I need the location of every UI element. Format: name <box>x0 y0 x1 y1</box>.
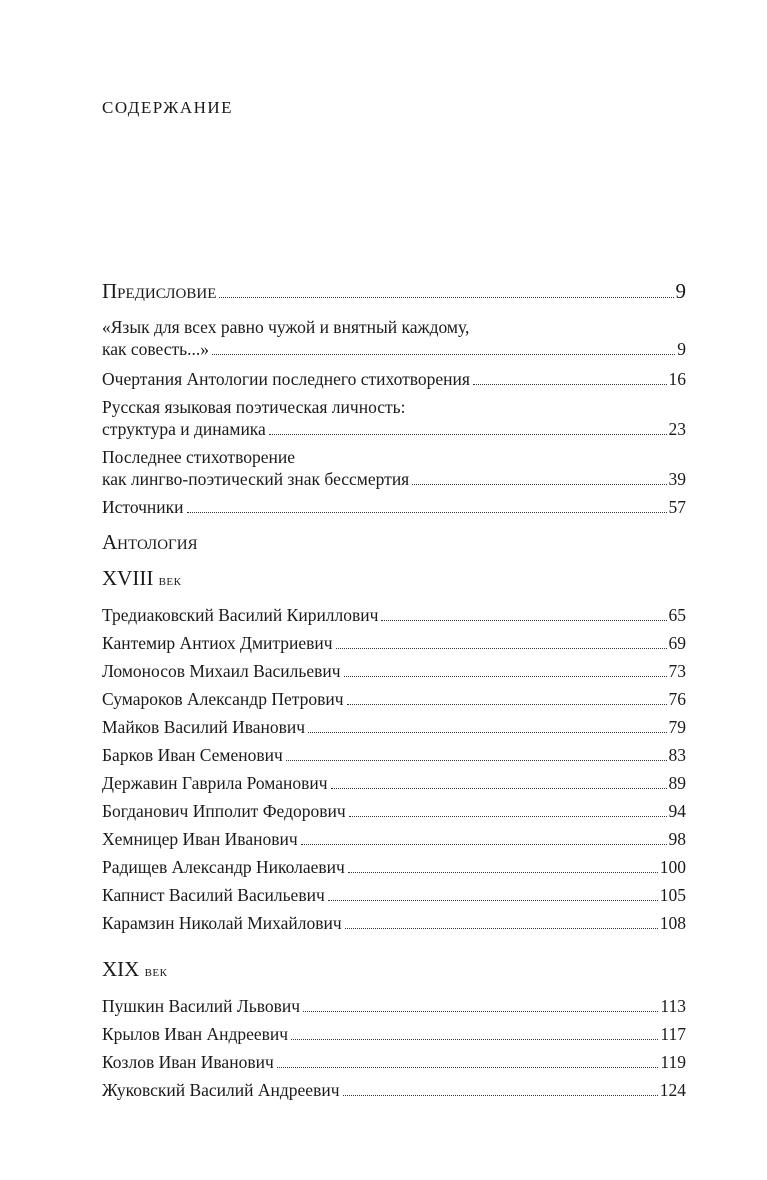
toc-line <box>102 772 686 794</box>
dot-leader <box>345 928 658 929</box>
toc-entry[interactable] <box>102 1051 686 1073</box>
toc-line <box>102 1051 686 1073</box>
toc-line <box>102 1023 686 1045</box>
page-number: 94 <box>668 801 686 821</box>
toc-entry[interactable] <box>102 856 686 878</box>
page-number: 23 <box>668 419 686 439</box>
page-number: 108 <box>659 913 686 933</box>
page-number: 124 <box>659 1080 686 1100</box>
dot-leader <box>349 816 667 817</box>
entry-title: Крылов Иван Андреевич <box>102 1024 289 1044</box>
entry-title: Кантемир Антиох Дмитриевич <box>102 633 333 653</box>
page-number: 89 <box>668 773 686 793</box>
entry-title: Хемницер Иван Иванович <box>102 829 298 849</box>
century-roman: XVIII <box>102 566 154 590</box>
dot-leader <box>219 297 673 298</box>
entry-title: Капнист Василий Васильевич <box>102 885 325 905</box>
dot-leader <box>212 354 675 355</box>
toc-line <box>102 856 686 878</box>
page-number: 113 <box>660 996 686 1016</box>
toc-entry[interactable] <box>102 1079 686 1101</box>
page-number: 83 <box>668 745 686 765</box>
toc-line <box>102 280 686 302</box>
page-title: СОДЕРЖАНИЕ <box>102 98 234 117</box>
toc-line <box>102 884 686 906</box>
toc-line <box>102 800 686 822</box>
dot-leader <box>473 384 667 385</box>
toc-entry[interactable] <box>102 744 686 766</box>
toc-line <box>102 995 686 1017</box>
dot-leader <box>336 648 667 649</box>
entry-title: «Язык для всех равно чужой и внятный каждому, <box>102 317 470 337</box>
dot-leader <box>347 704 667 705</box>
entry-title: как лингво-поэтический знак бессмертия <box>102 469 410 489</box>
page-number: 39 <box>668 469 686 489</box>
entry-title: Карамзин Николай Михайлович <box>102 913 342 933</box>
anthology-heading: Антология <box>102 530 198 554</box>
toc-entry[interactable] <box>102 828 686 850</box>
entry-title: Козлов Иван Иванович <box>102 1052 274 1072</box>
dot-leader <box>343 1095 658 1096</box>
toc-line <box>102 912 686 934</box>
toc-line <box>102 716 686 738</box>
entry-title: Жуковский Василий Андреевич <box>102 1080 340 1100</box>
toc-entry[interactable] <box>102 912 686 934</box>
toc-line <box>102 496 686 518</box>
toc-entry[interactable] <box>102 496 686 518</box>
toc-entry[interactable] <box>102 1023 686 1045</box>
century-heading <box>102 957 167 982</box>
toc-line <box>102 368 686 390</box>
entry-title: Предисловие <box>102 279 217 303</box>
page-number: 117 <box>660 1024 686 1044</box>
toc-line <box>102 338 686 360</box>
entry-title: Майков Василий Иванович <box>102 717 306 737</box>
dot-leader <box>301 844 667 845</box>
entry-title: Очертания Антологии последнего стихотворения <box>102 369 470 389</box>
toc-entry[interactable] <box>102 368 686 390</box>
dot-leader <box>308 732 666 733</box>
toc-entry[interactable] <box>102 396 686 440</box>
page-number: 79 <box>668 717 686 737</box>
entry-title: Пушкин Василий Львович <box>102 996 301 1016</box>
page-number: 119 <box>660 1052 686 1072</box>
dot-leader <box>348 872 658 873</box>
century-word: век <box>158 572 182 589</box>
toc-entry[interactable] <box>102 604 686 626</box>
toc-entry[interactable] <box>102 716 686 738</box>
century-word: век <box>144 963 168 980</box>
toc-entry[interactable] <box>102 660 686 682</box>
page-number: 73 <box>668 661 686 681</box>
dot-leader <box>328 900 658 901</box>
toc-entry[interactable] <box>102 688 686 710</box>
dot-leader <box>269 434 667 435</box>
toc-line <box>102 688 686 710</box>
toc-line <box>102 604 686 626</box>
toc-line <box>102 468 686 490</box>
dot-leader <box>412 484 666 485</box>
page-number: 9 <box>677 339 686 359</box>
entry-title: Державин Гаврила Романович <box>102 773 328 793</box>
page-number: 65 <box>668 605 686 625</box>
toc-line <box>102 1079 686 1101</box>
entry-title: Сумароков Александр Петрович <box>102 689 344 709</box>
entry-title: Ломоносов Михаил Васильевич <box>102 661 341 681</box>
century-roman: XIX <box>102 957 140 981</box>
toc-entry[interactable] <box>102 316 686 360</box>
toc-entry[interactable] <box>102 280 686 302</box>
entry-title: Богданович Ипполит Федорович <box>102 801 346 821</box>
page-number: 76 <box>668 689 686 709</box>
entry-title: Барков Иван Семенович <box>102 745 283 765</box>
dot-leader <box>277 1067 659 1068</box>
toc-line <box>102 316 686 338</box>
toc-entry[interactable] <box>102 884 686 906</box>
dot-leader <box>187 512 667 513</box>
dot-leader <box>344 676 667 677</box>
dot-leader <box>303 1011 658 1012</box>
page-number: 16 <box>668 369 686 389</box>
dot-leader <box>291 1039 658 1040</box>
entry-title: Источники <box>102 497 184 517</box>
entry-title: Последнее стихотворение <box>102 447 295 467</box>
toc-entry[interactable] <box>102 446 686 490</box>
page-number: 100 <box>659 857 686 877</box>
toc-line <box>102 418 686 440</box>
toc-line <box>102 446 686 468</box>
dot-leader <box>381 620 666 621</box>
entry-title: Радищев Александр Николаевич <box>102 857 345 877</box>
page-number: 105 <box>659 885 686 905</box>
toc-entry[interactable] <box>102 772 686 794</box>
toc-entry[interactable] <box>102 632 686 654</box>
toc-entry[interactable] <box>102 800 686 822</box>
page-number: 57 <box>668 497 686 517</box>
toc-line <box>102 744 686 766</box>
entry-title: Тредиаковский Василий Кириллович <box>102 605 379 625</box>
toc-entry[interactable] <box>102 995 686 1017</box>
entry-title: Русская языковая поэтическая личность: <box>102 397 406 417</box>
dot-leader <box>286 760 667 761</box>
page-number: 69 <box>668 633 686 653</box>
entry-title: структура и динамика <box>102 419 266 439</box>
century-heading <box>102 566 181 591</box>
toc-line <box>102 828 686 850</box>
toc-line <box>102 660 686 682</box>
toc-line <box>102 632 686 654</box>
page-number: 9 <box>675 279 686 303</box>
page-number: 98 <box>668 829 686 849</box>
entry-title: как совесть...» <box>102 339 210 359</box>
dot-leader <box>331 788 667 789</box>
toc-line <box>102 396 686 418</box>
